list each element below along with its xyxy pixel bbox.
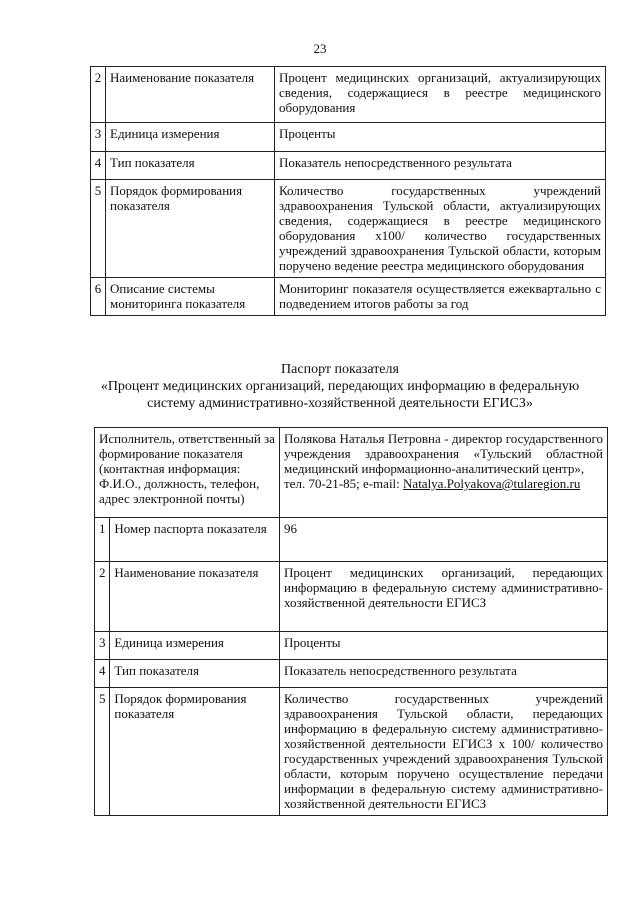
table-row (95, 518, 608, 562)
table-row (95, 632, 608, 660)
executor-phone: тел. 70-21-85; e-mail: (284, 476, 404, 491)
row-number: 4 (91, 152, 106, 180)
row-value: Показатель непосредственного результата (275, 152, 606, 180)
row-value: Процент медицинских организаций, актуализирующих сведения, содержащиеся в реестре медицинского оборудования (275, 67, 606, 123)
executor-label: Исполнитель, ответственный за формирование показателя (контактная информация: Ф.И.О., должность, телефон, адрес электронной почты) (95, 428, 280, 518)
row-value: Мониторинг показателя осуществляется ежеквартально с подведением итогов работы за год (275, 278, 606, 316)
row-label: Описание системы мониторинга показателя (106, 278, 275, 316)
row-label: Единица измерения (106, 123, 275, 152)
row-value: Процент медицинских организаций, передающих информацию в федеральную систему административно-хозяйственной деятельности ЕГИСЗ (280, 562, 608, 632)
row-number: 1 (95, 518, 110, 562)
row-label: Наименование показателя (110, 562, 280, 632)
row-label: Наименование показателя (106, 67, 275, 123)
indicator-table-1 (90, 66, 606, 316)
executor-value (280, 428, 608, 518)
passport-heading: Паспорт показателя (281, 362, 399, 377)
table-row (95, 562, 608, 632)
executor-text: Полякова Наталья Петровна - директор государственного учреждения здравоохранения «Тульский областной медицинский информационно-аналитический центр», (284, 431, 603, 476)
row-number: 5 (91, 180, 106, 278)
row-value: Количество государственных учреждений здравоохранения Тульской области, актуализирующих сведения, содержащиеся в реестре медицинского оборудования x100/ количество государственных учреждений здравоохранения Тульской области, которым поручено ведение реестра медицинского оборудования (275, 180, 606, 278)
row-label: Тип показателя (106, 152, 275, 180)
row-number: 2 (91, 67, 106, 123)
table-row (95, 428, 608, 518)
executor-email-link[interactable]: Natalya.Polyakova@tularegion.ru (403, 476, 581, 491)
row-number: 2 (95, 562, 110, 632)
row-label: Порядок формирования показателя (106, 180, 275, 278)
table-row (95, 660, 608, 688)
row-number: 6 (91, 278, 106, 316)
row-label: Тип показателя (110, 660, 280, 688)
row-label: Номер паспорта показателя (110, 518, 280, 562)
row-value: Показатель непосредственного результата (280, 660, 608, 688)
row-value: Проценты (275, 123, 606, 152)
indicator-table-2 (94, 427, 608, 816)
row-label: Порядок формирования показателя (110, 688, 280, 816)
row-number: 5 (95, 688, 110, 816)
row-value: 96 (280, 518, 608, 562)
page-number: 23 (313, 41, 327, 56)
row-number: 4 (95, 660, 110, 688)
passport-title: «Процент медицинских организаций, передающих информацию в федеральную систему административно-хозяйственной деятельности ЕГИСЗ» (100, 379, 580, 411)
row-value: Количество государственных учреждений здравоохранения Тульской области, передающих информацию в федеральную систему административно-хозяйственной деятельности ЕГИСЗ x 100/ количество государственных учреждений здравоохранения Тульской области, которым поручено осуществление передачи информации в федеральную систему административно-хозяйственной деятельности ЕГИСЗ (280, 688, 608, 816)
table-row (91, 67, 606, 123)
table-row (91, 152, 606, 180)
table-row (91, 123, 606, 152)
row-label: Единица измерения (110, 632, 280, 660)
table-row (91, 180, 606, 278)
row-number: 3 (91, 123, 106, 152)
table-row (95, 688, 608, 816)
row-number: 3 (95, 632, 110, 660)
table-row (91, 278, 606, 316)
row-value: Проценты (280, 632, 608, 660)
